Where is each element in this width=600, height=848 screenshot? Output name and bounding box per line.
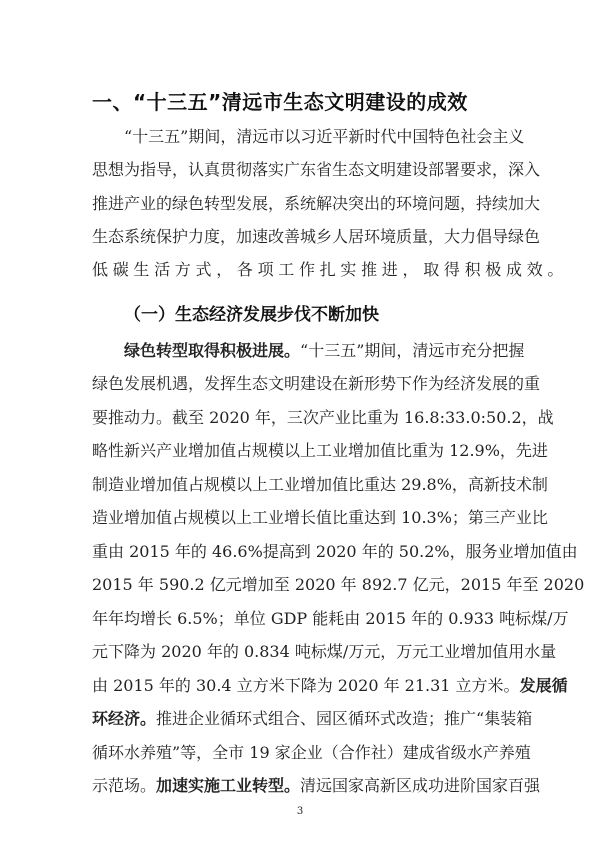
- text: 推进企业循环式组合、园区循环式改造；推广“集装箱: [156, 709, 533, 728]
- paragraph-line: [92, 676, 568, 696]
- paragraph-line: 推进产业的绿色转型发展，系统解决突出的环境问题，持续加大: [92, 194, 541, 213]
- paragraph-line: [92, 709, 533, 729]
- paragraph-line: 元下降为 2020 年的 0.834 吨标煤/万元，万元工业增加值用水量: [92, 642, 557, 661]
- text: 示范场。: [92, 776, 157, 795]
- paragraph-line: 重由 2015 年的 46.6%提高到 2020 年的 50.2%，服务业增加值由: [92, 542, 578, 561]
- paragraph-line: 低碳生活方式，各项工作扎实推进，取得积极成效。: [92, 260, 569, 279]
- bold-lead: 绿色转型取得积极进展。: [124, 341, 301, 360]
- paragraph-line: 思想为指导，认真贯彻落实广东省生态文明建设部署要求，深入: [92, 160, 541, 179]
- text: 清远国家高新区成功进阶国家百强: [300, 776, 541, 795]
- paragraph-line: “十三五”期间，清远市以习近平新时代中国特色社会主义: [124, 127, 525, 146]
- paragraph-line: 略性新兴产业增加值占规模以上工业增加值比重为 12.9%，先进: [92, 441, 548, 460]
- page-number: 3: [296, 806, 304, 817]
- paragraph-line: [124, 341, 525, 361]
- text: “十三五”期间，清远市充分把握: [300, 341, 525, 360]
- bold-lead: 环经济。: [92, 709, 157, 728]
- paragraph-line: 2015 年 590.2 亿元增加至 2020 年 892.7 亿元，2015 年至 2020: [92, 575, 585, 594]
- paragraph-line: 绿色发展机遇，发挥生态文明建设在新形势下作为经济发展的重: [92, 374, 541, 393]
- paragraph-line: 制造业增加值占规模以上工业增加值比重达 29.8%，高新技术制: [92, 475, 548, 494]
- text: 由 2015 年的 30.4 立方米下降为 2020 年 21.31 立方米。: [92, 676, 520, 695]
- paragraph-line: 循环水养殖”等，全市 19 家企业（合作社）建成省级水产养殖: [92, 743, 531, 762]
- bold-lead: 加速实施工业转型。: [156, 776, 301, 795]
- paragraph-line: 造业增加值占规模以上工业增长值比重达到 10.3%；第三产业比: [92, 508, 548, 527]
- paragraph-line: 要推动力。截至 2020 年，三次产业比重为 16.8:33.0:50.2，战: [92, 408, 554, 427]
- paragraph-line: 年年均增长 6.5%；单位 GDP 能耗由 2015 年的 0.933 吨标煤/万: [92, 609, 569, 628]
- subsection-heading: （一）生态经济发展步伐不断加快: [124, 305, 379, 325]
- section-heading: 一、“十三五”清远市生态文明建设的成效: [92, 90, 468, 114]
- paragraph-line: 生态系统保护力度，加速改善城乡人居环境质量，大力倡导绿色: [92, 227, 541, 246]
- bold-lead: 发展循: [519, 676, 568, 695]
- paragraph-line: [92, 776, 541, 796]
